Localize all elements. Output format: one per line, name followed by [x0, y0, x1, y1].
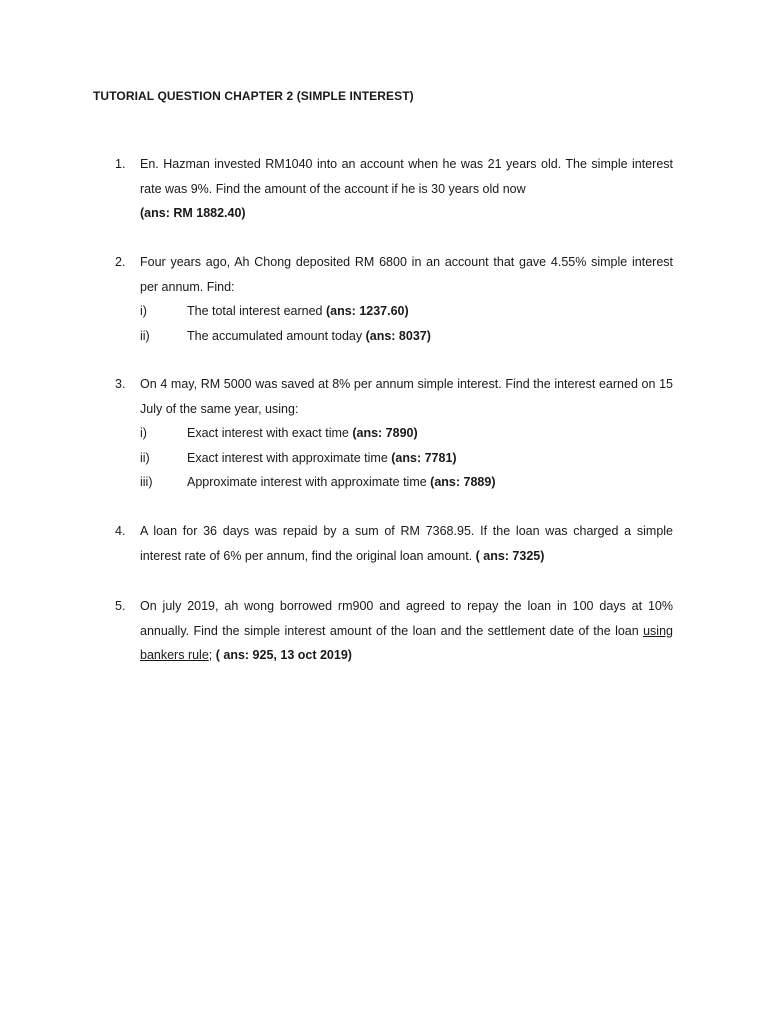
part-text: Exact interest with exact time (ans: 7890)	[187, 426, 418, 440]
question-part	[140, 421, 673, 446]
part-text: Exact interest with approximate time (ans: 7781)	[187, 450, 457, 465]
question-2	[115, 250, 673, 348]
question-text: En. Hazman invested RM1040 into an account when he was 21 years old. The simple interest rate was 9%. Find the amount of the account if he is 30 years old now	[140, 157, 673, 196]
part-text: The total interest earned (ans: 1237.60)	[187, 304, 409, 318]
part-label: i)	[140, 426, 147, 440]
part-text: The accumulated amount today (ans: 8037)	[187, 328, 431, 343]
question-text: On july 2019, ah wong borrowed rm900 and agreed to repay the loan in 100 days at 10% annually. Find the simple interest amount of the loan and the settlement date of the loan using bankers rule; ( ans: 925, 13 oct 2019)	[140, 599, 673, 662]
part-label: ii)	[140, 328, 150, 343]
question-part	[140, 324, 673, 349]
question-part	[140, 470, 673, 495]
question-text: A loan for 36 days was repaid by a sum of RM 7368.95. If the loan was charged a simple interest rate of 6% per annum, find the original loan amount. ( ans: 7325)	[140, 524, 673, 563]
question-text: Four years ago, Ah Chong deposited RM 6800 in an account that gave 4.55% simple interest per annum. Find:	[140, 255, 673, 294]
question-part	[140, 446, 673, 471]
question-3	[115, 372, 673, 495]
part-label: iii)	[140, 475, 153, 489]
part-answer: (ans: 1237.60)	[325, 304, 409, 318]
part-answer: (ans: 7889)	[430, 475, 496, 489]
question-5	[115, 594, 673, 668]
underlined-phrase: using bankers rule	[140, 623, 673, 662]
question-number: 2.	[115, 255, 126, 269]
question-1	[115, 152, 673, 226]
question-number: 5.	[115, 599, 126, 613]
question-number: 3.	[115, 377, 126, 391]
question-number: 1.	[115, 157, 126, 171]
part-answer: (ans: 7781)	[391, 450, 457, 465]
question-part	[140, 299, 673, 324]
part-label: i)	[140, 304, 147, 318]
part-answer: (ans: 7890)	[352, 426, 418, 440]
question-4	[115, 519, 673, 568]
question-answer: (ans: RM 1882.40)	[140, 206, 246, 220]
question-answer: ( ans: 7325)	[475, 548, 545, 563]
part-label: ii)	[140, 450, 150, 465]
part-answer: (ans: 8037)	[365, 328, 431, 343]
question-answer: ( ans: 925, 13 oct 2019)	[215, 648, 352, 662]
question-number: 4.	[115, 524, 126, 538]
part-text: Approximate interest with approximate time (ans: 7889)	[187, 475, 496, 489]
question-text: On 4 may, RM 5000 was saved at 8% per annum simple interest. Find the interest earned on 15 July of the same year, using:	[140, 377, 673, 416]
page-title: TUTORIAL QUESTION CHAPTER 2 (SIMPLE INTEREST)	[93, 89, 414, 103]
